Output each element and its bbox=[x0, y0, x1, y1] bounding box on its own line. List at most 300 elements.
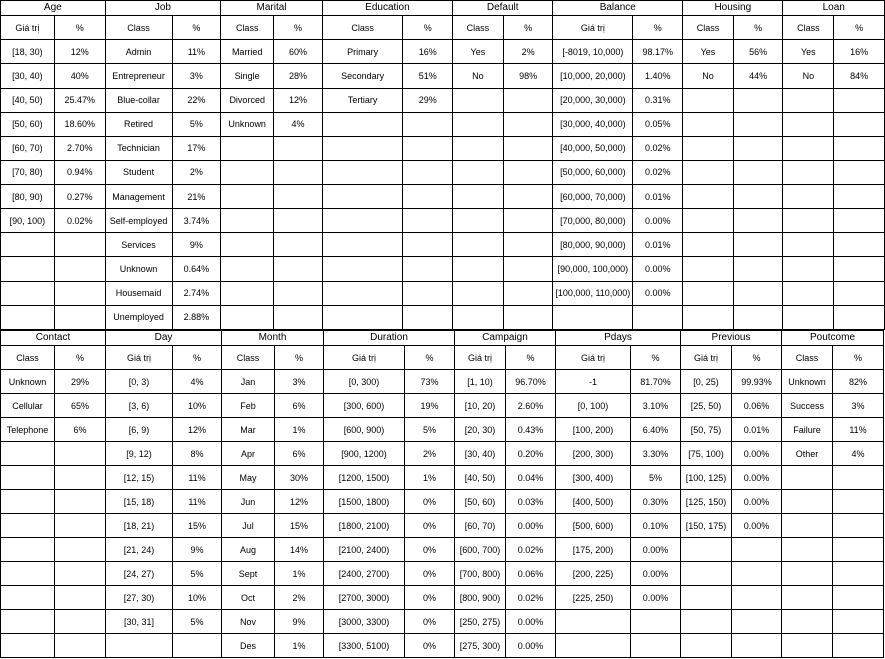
percent-cell bbox=[733, 185, 783, 209]
percent-cell: 0.64% bbox=[172, 257, 221, 281]
value-cell: Blue-collar bbox=[105, 88, 172, 112]
column-header: % bbox=[732, 346, 782, 370]
percent-cell bbox=[732, 562, 782, 586]
value-cell: [6, 9) bbox=[106, 418, 173, 442]
percent-cell: 0.00% bbox=[631, 586, 681, 610]
percent-cell: 4% bbox=[833, 442, 884, 466]
column-header: % bbox=[173, 346, 222, 370]
percent-cell bbox=[503, 185, 553, 209]
value-cell: [50, 60) bbox=[1, 112, 55, 136]
percent-cell: 6% bbox=[275, 442, 324, 466]
value-cell: [275, 300) bbox=[455, 634, 506, 658]
percent-cell bbox=[54, 305, 105, 329]
value-cell bbox=[1, 538, 55, 562]
group-header-campaign: Campaign bbox=[455, 331, 556, 346]
value-cell: [9, 12) bbox=[106, 442, 173, 466]
value-cell bbox=[782, 610, 833, 634]
table-row bbox=[1, 305, 885, 329]
value-cell bbox=[1, 442, 55, 466]
percent-cell bbox=[834, 112, 885, 136]
percent-cell bbox=[833, 562, 884, 586]
percent-cell: 0.00% bbox=[732, 490, 782, 514]
percent-cell bbox=[54, 233, 105, 257]
value-cell: [30,000, 40,000) bbox=[553, 112, 633, 136]
percent-cell: 11% bbox=[173, 466, 222, 490]
column-header: Giá trị bbox=[1, 16, 55, 40]
percent-cell bbox=[403, 112, 453, 136]
value-cell: [1500, 1800) bbox=[324, 490, 405, 514]
column-header: % bbox=[833, 346, 884, 370]
percent-cell: 82% bbox=[833, 370, 884, 394]
percent-cell: 12% bbox=[274, 88, 323, 112]
value-cell bbox=[221, 257, 274, 281]
top-column-header-row bbox=[1, 16, 885, 40]
percent-cell: 0.06% bbox=[506, 562, 556, 586]
percent-cell: 9% bbox=[275, 610, 324, 634]
value-cell: Jun bbox=[222, 490, 275, 514]
column-header: Giá trị bbox=[324, 346, 405, 370]
table-row bbox=[1, 281, 885, 305]
value-cell bbox=[681, 538, 732, 562]
column-header: Class bbox=[453, 16, 504, 40]
percent-cell: 10% bbox=[173, 586, 222, 610]
percent-cell bbox=[55, 490, 106, 514]
group-header-month: Month bbox=[222, 331, 324, 346]
value-cell: No bbox=[453, 64, 504, 88]
table-row bbox=[1, 257, 885, 281]
value-cell: Mar bbox=[222, 418, 275, 442]
value-cell bbox=[1, 281, 55, 305]
value-cell bbox=[221, 305, 274, 329]
value-cell bbox=[453, 160, 504, 184]
percent-cell: 40% bbox=[54, 64, 105, 88]
value-cell: Jul bbox=[222, 514, 275, 538]
percent-cell bbox=[834, 136, 885, 160]
value-cell bbox=[782, 538, 833, 562]
value-cell: No bbox=[783, 64, 834, 88]
percent-cell bbox=[834, 88, 885, 112]
value-cell: [50, 75) bbox=[681, 418, 732, 442]
percent-cell bbox=[733, 209, 783, 233]
value-cell bbox=[783, 233, 834, 257]
value-cell: Married bbox=[221, 40, 274, 64]
value-cell: Unknown bbox=[1, 370, 55, 394]
percent-cell: 5% bbox=[172, 112, 221, 136]
value-cell: Student bbox=[105, 160, 172, 184]
value-cell bbox=[683, 305, 734, 329]
percent-cell bbox=[403, 209, 453, 233]
table-row bbox=[1, 490, 884, 514]
percent-cell bbox=[503, 305, 553, 329]
value-cell: [225, 250) bbox=[556, 586, 631, 610]
column-header: % bbox=[631, 346, 681, 370]
percent-cell: 11% bbox=[172, 40, 221, 64]
percent-cell: 2.70% bbox=[54, 136, 105, 160]
group-header-contact: Contact bbox=[1, 331, 106, 346]
percent-cell: 29% bbox=[55, 370, 106, 394]
percent-cell: 0.00% bbox=[506, 634, 556, 658]
column-header: Class bbox=[222, 346, 275, 370]
column-header: % bbox=[405, 346, 455, 370]
value-cell: [60, 70) bbox=[455, 514, 506, 538]
percent-cell bbox=[173, 634, 222, 658]
value-cell bbox=[783, 209, 834, 233]
table-row bbox=[1, 394, 884, 418]
group-header-day: Day bbox=[106, 331, 222, 346]
percent-cell bbox=[503, 281, 553, 305]
percent-cell: 22% bbox=[172, 88, 221, 112]
percent-cell: 2.88% bbox=[172, 305, 221, 329]
value-cell: Unknown bbox=[221, 112, 274, 136]
value-cell: Self-employed bbox=[105, 209, 172, 233]
value-cell bbox=[221, 209, 274, 233]
percent-cell: 0.00% bbox=[633, 209, 683, 233]
percent-cell: 0% bbox=[405, 538, 455, 562]
value-cell bbox=[683, 88, 734, 112]
percent-cell: 0.03% bbox=[506, 490, 556, 514]
value-cell: Success bbox=[782, 394, 833, 418]
value-cell bbox=[453, 305, 504, 329]
value-cell: [20, 30) bbox=[455, 418, 506, 442]
percent-cell bbox=[55, 562, 106, 586]
percent-cell: 12% bbox=[173, 418, 222, 442]
group-header-previous: Previous bbox=[681, 331, 782, 346]
percent-cell bbox=[833, 586, 884, 610]
value-cell bbox=[783, 281, 834, 305]
column-header: % bbox=[275, 346, 324, 370]
table-row bbox=[1, 370, 884, 394]
percent-cell bbox=[833, 514, 884, 538]
percent-cell bbox=[833, 490, 884, 514]
percent-cell bbox=[503, 88, 553, 112]
percent-cell: 6% bbox=[55, 418, 106, 442]
bottom-column-header-row bbox=[1, 346, 884, 370]
value-cell: Aug bbox=[222, 538, 275, 562]
column-header: % bbox=[55, 346, 106, 370]
value-cell: Feb bbox=[222, 394, 275, 418]
value-cell bbox=[683, 257, 734, 281]
percent-cell bbox=[503, 136, 553, 160]
value-cell: [50,000, 60,000) bbox=[553, 160, 633, 184]
table-row bbox=[1, 185, 885, 209]
group-header-loan: Loan bbox=[783, 1, 885, 16]
percent-cell: 3% bbox=[833, 394, 884, 418]
table-row bbox=[1, 610, 884, 634]
table-row bbox=[1, 418, 884, 442]
percent-cell: 44% bbox=[733, 64, 783, 88]
value-cell bbox=[1, 514, 55, 538]
percent-cell: 14% bbox=[275, 538, 324, 562]
percent-cell bbox=[833, 538, 884, 562]
value-cell bbox=[1, 562, 55, 586]
column-header: Giá trị bbox=[106, 346, 173, 370]
percent-cell: 0.00% bbox=[506, 610, 556, 634]
percent-cell: 12% bbox=[275, 490, 324, 514]
column-header: Class bbox=[782, 346, 833, 370]
column-header: % bbox=[172, 16, 221, 40]
percent-cell bbox=[732, 610, 782, 634]
percent-cell bbox=[833, 466, 884, 490]
table-row bbox=[1, 586, 884, 610]
value-cell bbox=[322, 112, 403, 136]
value-cell: [150, 175) bbox=[681, 514, 732, 538]
value-cell: [10, 20) bbox=[455, 394, 506, 418]
value-cell: Yes bbox=[453, 40, 504, 64]
value-cell bbox=[453, 257, 504, 281]
value-cell bbox=[683, 160, 734, 184]
value-cell bbox=[782, 634, 833, 658]
value-cell bbox=[1, 586, 55, 610]
value-cell: [100,000, 110,000) bbox=[553, 281, 633, 305]
percent-cell: 0.00% bbox=[633, 257, 683, 281]
value-cell: -1 bbox=[556, 370, 631, 394]
group-header-education: Education bbox=[322, 1, 452, 16]
value-cell: [10,000, 20,000) bbox=[553, 64, 633, 88]
percent-cell: 0.00% bbox=[732, 514, 782, 538]
percent-cell: 29% bbox=[403, 88, 453, 112]
value-cell bbox=[681, 610, 732, 634]
value-cell bbox=[322, 136, 403, 160]
percent-cell: 0.94% bbox=[54, 160, 105, 184]
percent-cell: 0% bbox=[405, 514, 455, 538]
value-cell: [600, 900) bbox=[324, 418, 405, 442]
percent-cell: 0.05% bbox=[633, 112, 683, 136]
value-cell bbox=[1, 466, 55, 490]
value-cell bbox=[1, 490, 55, 514]
value-cell: [30, 40) bbox=[455, 442, 506, 466]
value-cell bbox=[783, 112, 834, 136]
percent-cell: 30% bbox=[275, 466, 324, 490]
percent-cell bbox=[733, 305, 783, 329]
table-row bbox=[1, 209, 885, 233]
value-cell bbox=[783, 305, 834, 329]
percent-cell: 51% bbox=[403, 64, 453, 88]
value-cell: [600, 700) bbox=[455, 538, 506, 562]
percent-cell: 5% bbox=[173, 562, 222, 586]
value-cell: Failure bbox=[782, 418, 833, 442]
value-cell: Telephone bbox=[1, 418, 55, 442]
percent-cell: 4% bbox=[274, 112, 323, 136]
percent-cell bbox=[834, 185, 885, 209]
value-cell bbox=[322, 185, 403, 209]
value-cell: [-8019, 10,000) bbox=[553, 40, 633, 64]
value-cell: Yes bbox=[683, 40, 734, 64]
percent-cell bbox=[732, 634, 782, 658]
value-cell: [50, 60) bbox=[455, 490, 506, 514]
value-cell: Des bbox=[222, 634, 275, 658]
value-cell: Technician bbox=[105, 136, 172, 160]
percent-cell: 5% bbox=[173, 610, 222, 634]
value-cell: [3, 6) bbox=[106, 394, 173, 418]
percent-cell: 0.31% bbox=[633, 88, 683, 112]
column-header: Giá trị bbox=[553, 16, 633, 40]
percent-cell: 2.74% bbox=[172, 281, 221, 305]
percent-cell: 28% bbox=[274, 64, 323, 88]
value-cell: [2400, 2700) bbox=[324, 562, 405, 586]
percent-cell: 0.30% bbox=[631, 490, 681, 514]
table-row bbox=[1, 466, 884, 490]
value-cell bbox=[782, 562, 833, 586]
value-cell bbox=[683, 136, 734, 160]
percent-cell bbox=[274, 185, 323, 209]
percent-cell: 0.00% bbox=[633, 281, 683, 305]
column-header: Class bbox=[221, 16, 274, 40]
percent-cell: 0.02% bbox=[54, 209, 105, 233]
value-cell: [400, 500) bbox=[556, 490, 631, 514]
value-cell: [3300, 5100) bbox=[324, 634, 405, 658]
value-cell bbox=[453, 88, 504, 112]
percent-cell: 9% bbox=[173, 538, 222, 562]
top-group-header-row bbox=[1, 1, 885, 16]
percent-cell: 0% bbox=[405, 610, 455, 634]
value-cell: [200, 225) bbox=[556, 562, 631, 586]
percent-cell bbox=[631, 634, 681, 658]
percent-cell: 2% bbox=[503, 40, 553, 64]
column-header: Class bbox=[105, 16, 172, 40]
percent-cell bbox=[54, 281, 105, 305]
percent-cell bbox=[733, 112, 783, 136]
percent-cell: 2% bbox=[405, 442, 455, 466]
percent-cell: 65% bbox=[55, 394, 106, 418]
value-cell bbox=[783, 160, 834, 184]
value-cell: [800, 900) bbox=[455, 586, 506, 610]
value-cell: [40, 50) bbox=[1, 88, 55, 112]
percent-cell: 0% bbox=[405, 562, 455, 586]
value-cell: Unknown bbox=[105, 257, 172, 281]
percent-cell: 0% bbox=[405, 490, 455, 514]
column-header: % bbox=[506, 346, 556, 370]
percent-cell: 3% bbox=[275, 370, 324, 394]
value-cell: [2700, 3000) bbox=[324, 586, 405, 610]
value-cell bbox=[221, 136, 274, 160]
percent-cell bbox=[733, 88, 783, 112]
table-bottom-body bbox=[1, 331, 884, 658]
value-cell: Nov bbox=[222, 610, 275, 634]
percent-cell: 18.60% bbox=[54, 112, 105, 136]
percent-cell bbox=[503, 233, 553, 257]
percent-cell: 0% bbox=[405, 634, 455, 658]
percent-cell bbox=[733, 281, 783, 305]
value-cell bbox=[322, 233, 403, 257]
value-cell: [75, 100) bbox=[681, 442, 732, 466]
value-cell: Sept bbox=[222, 562, 275, 586]
percent-cell: 1.40% bbox=[633, 64, 683, 88]
percent-cell: 0% bbox=[405, 586, 455, 610]
value-cell: [60,000, 70,000) bbox=[553, 185, 633, 209]
percent-cell: 2.60% bbox=[506, 394, 556, 418]
value-cell: Yes bbox=[783, 40, 834, 64]
percent-cell: 19% bbox=[405, 394, 455, 418]
value-cell bbox=[782, 586, 833, 610]
percent-cell bbox=[733, 136, 783, 160]
value-cell bbox=[322, 281, 403, 305]
value-cell bbox=[681, 562, 732, 586]
value-cell bbox=[453, 136, 504, 160]
value-cell: [20,000, 30,000) bbox=[553, 88, 633, 112]
column-header: Class bbox=[322, 16, 403, 40]
percent-cell: 0.04% bbox=[506, 466, 556, 490]
value-cell bbox=[221, 160, 274, 184]
percent-cell: 0.02% bbox=[506, 538, 556, 562]
column-header: % bbox=[834, 16, 885, 40]
percent-cell: 84% bbox=[834, 64, 885, 88]
table-row bbox=[1, 112, 885, 136]
percent-cell: 0.00% bbox=[631, 562, 681, 586]
value-cell: [18, 21) bbox=[106, 514, 173, 538]
value-cell: Unemployed bbox=[105, 305, 172, 329]
percent-cell: 25.47% bbox=[54, 88, 105, 112]
column-header: Class bbox=[683, 16, 734, 40]
percent-cell bbox=[274, 136, 323, 160]
column-header: % bbox=[733, 16, 783, 40]
value-cell bbox=[1, 610, 55, 634]
percent-cell: 15% bbox=[275, 514, 324, 538]
percent-cell: 1% bbox=[275, 418, 324, 442]
value-cell: [60, 70) bbox=[1, 136, 55, 160]
percent-cell bbox=[833, 610, 884, 634]
value-cell: Primary bbox=[322, 40, 403, 64]
percent-cell: 0.02% bbox=[506, 586, 556, 610]
group-header-age: Age bbox=[1, 1, 106, 16]
table-row bbox=[1, 136, 885, 160]
value-cell: [90, 100) bbox=[1, 209, 55, 233]
percent-cell: 17% bbox=[172, 136, 221, 160]
group-header-balance: Balance bbox=[553, 1, 683, 16]
group-header-housing: Housing bbox=[683, 1, 783, 16]
percent-cell bbox=[403, 185, 453, 209]
percent-cell bbox=[274, 257, 323, 281]
column-header: % bbox=[403, 16, 453, 40]
value-cell bbox=[1, 233, 55, 257]
percent-cell: 2% bbox=[275, 586, 324, 610]
percent-cell bbox=[503, 257, 553, 281]
distribution-table-bottom bbox=[0, 330, 884, 658]
percent-cell: 99.93% bbox=[732, 370, 782, 394]
value-cell: Divorced bbox=[221, 88, 274, 112]
value-cell: [12, 15) bbox=[106, 466, 173, 490]
value-cell: [700, 800) bbox=[455, 562, 506, 586]
table-row bbox=[1, 88, 885, 112]
value-cell bbox=[683, 112, 734, 136]
percent-cell bbox=[833, 634, 884, 658]
table-row bbox=[1, 233, 885, 257]
value-cell bbox=[1, 305, 55, 329]
percent-cell bbox=[403, 281, 453, 305]
table-row bbox=[1, 40, 885, 64]
percent-cell: 10% bbox=[173, 394, 222, 418]
value-cell: [175, 200) bbox=[556, 538, 631, 562]
percent-cell: 16% bbox=[834, 40, 885, 64]
group-header-pdays: Pdays bbox=[556, 331, 681, 346]
percent-cell bbox=[733, 160, 783, 184]
percent-cell bbox=[403, 305, 453, 329]
bottom-group-header-row bbox=[1, 331, 884, 346]
percent-cell bbox=[503, 209, 553, 233]
percent-cell bbox=[834, 305, 885, 329]
percent-cell: 0.00% bbox=[732, 442, 782, 466]
percent-cell bbox=[834, 209, 885, 233]
percent-cell bbox=[274, 209, 323, 233]
percent-cell: 56% bbox=[733, 40, 783, 64]
value-cell bbox=[453, 281, 504, 305]
value-cell bbox=[453, 233, 504, 257]
value-cell: [70, 80) bbox=[1, 160, 55, 184]
value-cell: [25, 50) bbox=[681, 394, 732, 418]
column-header: Giá trị bbox=[455, 346, 506, 370]
value-cell: Unknown bbox=[782, 370, 833, 394]
value-cell: [900, 1200) bbox=[324, 442, 405, 466]
percent-cell: 1% bbox=[275, 634, 324, 658]
